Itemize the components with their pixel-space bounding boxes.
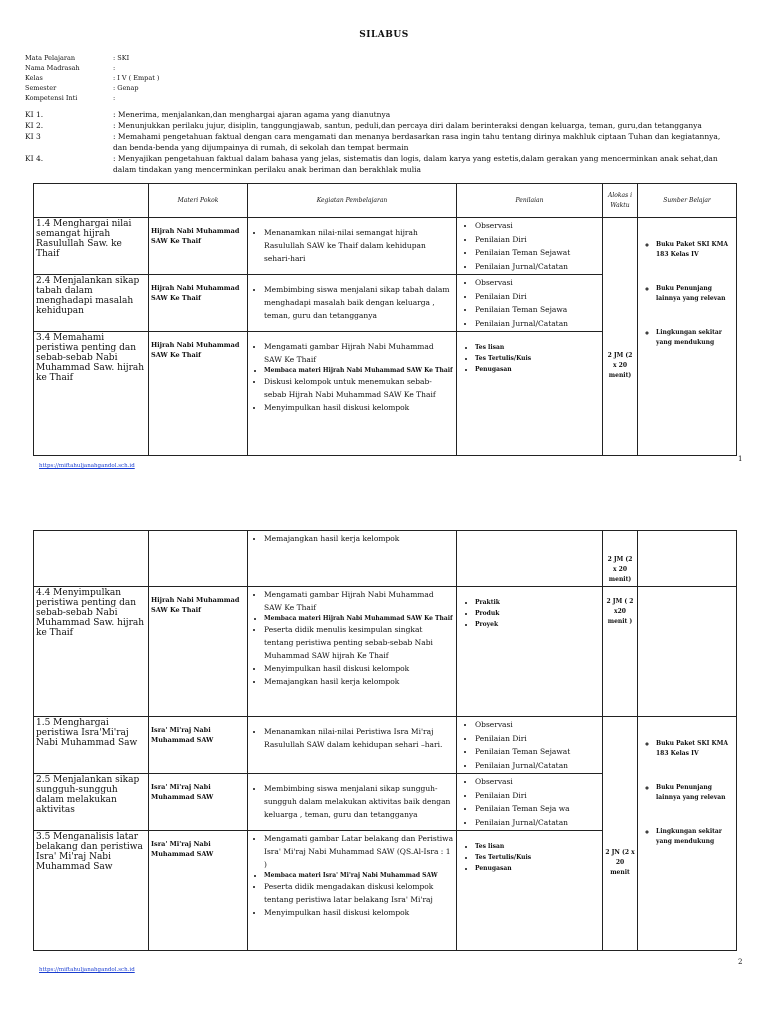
kegiatan-item: • Menyimpulkan hasil diskusi kelompok — [264, 662, 454, 675]
meta-block — [0, 54, 768, 104]
penilaian-cell — [457, 218, 603, 275]
header-sumber: Sumber Belajar — [638, 184, 737, 218]
kegiatan-item: • Membaca materi Isra' Mi'raj Nabi Muhammad SAW — [264, 871, 454, 880]
kegiatan-item: • Membimbing siswa menjalani sikap sungguh-sungguh dalam melakukan aktivitas baik dengan keluarga , teman, guru dan tetangganya — [264, 782, 454, 821]
alokasi-cell: 2 JN (2 x 20 menit — [603, 717, 638, 951]
ki-label: KI 3 — [25, 132, 41, 141]
kegiatan-cell — [248, 774, 457, 831]
sumber-item: ◦ Lingkungan sekitar yang mendukung — [656, 827, 734, 847]
kegiatan-item: • Menanamkan nilai-nilai semangat hijrah Rasulullah SAW ke Thaif dalam kehidupan sehari-hari — [264, 226, 454, 265]
kd-cell: 3.5 Menganalisis latar belakang dan peristiwa Isra' Mi'raj Nabi Muhammad Saw — [34, 831, 149, 951]
penilaian-cell — [457, 831, 603, 951]
meta-value: : Genap — [113, 84, 139, 92]
ki-label: KI 1. — [25, 110, 44, 119]
kegiatan-item: • Peserta didik menulis kesimpulan singkat tentang peristiwa penting sebab-sebab Nabi Muhammad SAW hijrah Ke Thaif — [264, 623, 454, 662]
kegiatan-item: • Menyimpulkan hasil diskusi kelompok — [264, 906, 454, 919]
penilaian-item: • Tes Tertulis/Kuis — [475, 353, 600, 364]
penilaian-item: • Penilaian Diri — [475, 732, 600, 746]
penilaian-item: • Penilaian Jurnal/Catatan — [475, 816, 600, 830]
penilaian-item: • Proyek — [475, 619, 600, 630]
penilaian-item: • Tes lisan — [475, 841, 600, 852]
penilaian-item: • Tes Tertulis/Kuis — [475, 852, 600, 863]
penilaian-cell — [457, 774, 603, 831]
syllabus-table-page-1 — [33, 183, 737, 456]
footer-link[interactable]: https://miftahuljanahgandol.sch.id — [39, 967, 135, 973]
kegiatan-item: • Memajangkan hasil kerja kelompok — [264, 675, 454, 688]
meta-label: Nama Madrasah — [25, 64, 80, 72]
header-penilaian: Penilaian — [457, 184, 603, 218]
syllabus-table-page-2 — [33, 530, 737, 951]
materi-cell — [149, 531, 248, 587]
kegiatan-item: • Menyimpulkan hasil diskusi kelompok — [264, 401, 454, 414]
alokasi-cell: 2 JM (2 x 20 menit) — [603, 531, 638, 587]
penilaian-item: • Observasi — [475, 775, 600, 789]
kegiatan-item: • Menanamkan nilai-nilai Peristiwa Isra Mi'raj Rasulullah SAW dalam kehidupan sehari –hari. — [264, 725, 454, 751]
sumber-cell — [638, 531, 737, 587]
kegiatan-cell — [248, 531, 457, 587]
alokasi-cell: 2 JM (2 x 20 menit) — [603, 218, 638, 456]
ki-text: : Memahami pengetahuan faktual dengan cara mengamati dan menanya berdasarkan rasa ingin tahu tentang dirinya makhluk ciptaan Tuhan dan kegiatannya, dan benda-benda yang dijumpainya di rumah, di sekolah dan tempat bermain — [113, 132, 721, 152]
kegiatan-cell — [248, 717, 457, 774]
header-alokasi: Alokas i Waktu — [603, 184, 638, 218]
header-materi: Materi Pokok — [149, 184, 248, 218]
kd-cell: 4.4 Menyimpulkan peristiwa penting dan sebab-sebab Nabi Muhammad Saw. hijrah ke Thaif — [34, 587, 149, 717]
penilaian-item: • Penugasan — [475, 364, 600, 375]
meta-value: : — [113, 94, 116, 102]
kegiatan-item: • Membimbing siswa menjalani sikap tabah dalam menghadapi masalah baik dengan keluarga , teman, guru dan tetangganya — [264, 283, 454, 322]
penilaian-cell — [457, 531, 603, 587]
materi-cell: Hijrah Nabi Muhammad SAW Ke Thaif — [149, 218, 248, 275]
penilaian-item: • Observasi — [475, 219, 600, 233]
kegiatan-item: • Peserta didik mengadakan diskusi kelompok tentang peristiwa latar belakang Isra' Mi'raj — [264, 880, 454, 906]
kegiatan-cell — [248, 587, 457, 717]
kegiatan-cell — [248, 831, 457, 951]
header-kegiatan: Kegiatan Pembelajaran — [248, 184, 457, 218]
kegiatan-cell — [248, 332, 457, 456]
penilaian-item: • Penilaian Teman Sejawat — [475, 745, 600, 759]
header-kd — [34, 184, 149, 218]
kd-cell — [34, 531, 149, 587]
kd-cell: 2.5 Menjalankan sikap sungguh-sungguh dalam melakukan aktivitas — [34, 774, 149, 831]
kegiatan-cell — [248, 218, 457, 275]
penilaian-cell — [457, 587, 603, 717]
penilaian-item: • Penilaian Teman Sejawat — [475, 246, 600, 260]
sumber-cell — [638, 717, 737, 951]
materi-cell: Isra' Mi'raj Nabi Muhammad SAW — [149, 831, 248, 951]
meta-label: Kelas — [25, 74, 43, 82]
meta-label: Kompetensi Inti — [25, 94, 78, 102]
kegiatan-item: • Membaca materi Hijrah Nabi Muhammad SAW Ke Thaif — [264, 366, 454, 375]
kegiatan-item: • Mengamati gambar Latar belakang dan Peristiwa Isra' Mi'raj Nabi Muhammad SAW (QS.Al-Isra : 1 ) — [264, 832, 454, 871]
penilaian-item: • Penilaian Diri — [475, 789, 600, 803]
materi-cell: Hijrah Nabi Muhammad SAW Ke Thaif — [149, 587, 248, 717]
kegiatan-item: • Mengamati gambar Hijrah Nabi Muhammad SAW Ke Thaif — [264, 340, 454, 366]
sumber-item: ◦ Buku Penunjang lainnya yang relevan — [656, 284, 734, 304]
meta-value: : I V ( Empat ) — [113, 74, 160, 82]
materi-cell: Isra' Mi'raj Nabi Muhammad SAW — [149, 774, 248, 831]
penilaian-item: • Penilaian Jurnal/Catatan — [475, 759, 600, 773]
sumber-cell — [638, 218, 737, 456]
kegiatan-item: • Diskusi kelompok untuk menemukan sebab-sebab Hijrah Nabi Muhammad SAW Ke Thaif — [264, 375, 454, 401]
penilaian-item: • Penilaian Jurnal/Catatan — [475, 260, 600, 274]
penilaian-item: • Praktik — [475, 597, 600, 608]
ki-text: : Menerima, menjalankan,dan menghargai ajaran agama yang dianutnya — [113, 110, 391, 119]
penilaian-item: • Penilaian Diri — [475, 233, 600, 247]
document-title: SILABUS — [359, 30, 409, 40]
sumber-item: ◦ Buku Penunjang lainnya yang relevan — [656, 783, 734, 803]
kegiatan-item: • Mengamati gambar Hijrah Nabi Muhammad SAW Ke Thaif — [264, 588, 454, 614]
ki-label: KI 2. — [25, 121, 44, 130]
ki-3 — [25, 131, 745, 153]
penilaian-cell — [457, 717, 603, 774]
table-row — [34, 587, 737, 717]
penilaian-item: • Penilaian Diri — [475, 290, 600, 304]
penilaian-item: • Produk — [475, 608, 600, 619]
ki-4 — [25, 153, 745, 175]
meta-value: : SKI — [113, 54, 130, 62]
alokasi-cell: 2 JM ( 2 x20 menit ) — [603, 587, 638, 717]
page-number: 1 — [738, 455, 743, 463]
table-row — [34, 717, 737, 774]
penilaian-cell — [457, 332, 603, 456]
penilaian-item: • Tes lisan — [475, 342, 600, 353]
sumber-item: ◦ Buku Paket SKI KMA 183 Kelas IV — [656, 240, 734, 260]
materi-cell: Hijrah Nabi Muhammad SAW Ke Thaif — [149, 275, 248, 332]
sumber-cell — [638, 587, 737, 717]
penilaian-item: • Observasi — [475, 276, 600, 290]
penilaian-cell — [457, 275, 603, 332]
penilaian-item: • Penilaian Teman Seja wa — [475, 802, 600, 816]
table-row — [34, 218, 737, 275]
table-header-row — [34, 184, 737, 218]
penilaian-item: • Observasi — [475, 718, 600, 732]
penilaian-item: • Penilaian Jurnal/Catatan — [475, 317, 600, 331]
kd-cell: 1.5 Menghargai peristiwa Isra'Mi'raj Nabi Muhammad Saw — [34, 717, 149, 774]
ki-text: : Menunjukkan perilaku jujur, disiplin, tanggungjawab, santun, peduli,dan percaya diri dalam berinteraksi dengan keluarga, teman, guru,dan tetangganya — [113, 121, 702, 130]
ki-label: KI 4. — [25, 154, 44, 163]
materi-cell: Hijrah Nabi Muhammad SAW Ke Thaif — [149, 332, 248, 456]
sumber-item: ◦ Lingkungan sekitar yang mendukung — [656, 328, 734, 348]
kd-cell: 2.4 Menjalankan sikap tabah dalam menghadapi masalah kehidupan — [34, 275, 149, 332]
penilaian-item: • Penugasan — [475, 863, 600, 874]
kd-cell: 3.4 Memahami peristiwa penting dan sebab-sebab Nabi Muhammad Saw. hijrah ke Thaif — [34, 332, 149, 456]
kegiatan-item: • Memajangkan hasil kerja kelompok — [264, 532, 454, 545]
footer-link[interactable]: https://miftahuljanahgandol.sch.id — [39, 463, 135, 469]
materi-cell: Isra' Mi'raj Nabi Muhammad SAW — [149, 717, 248, 774]
sumber-item: ◦ Buku Paket SKI KMA 183 Kelas IV — [656, 739, 734, 759]
kegiatan-item: • Membaca materi Hijrah Nabi Muhammad SAW Ke Thaif — [264, 614, 454, 623]
page-number: 2 — [738, 958, 743, 966]
kd-cell: 1.4 Menghargai nilai semangat hijrah Rasulullah Saw. ke Thaif — [34, 218, 149, 275]
meta-value: : — [113, 64, 116, 72]
penilaian-item: • Penilaian Teman Sejawa — [475, 303, 600, 317]
table-row — [34, 531, 737, 587]
kegiatan-cell — [248, 275, 457, 332]
meta-label: Mata Pelajaran — [25, 54, 76, 62]
ki-text: : Menyajikan pengetahuan faktual dalam bahasa yang jelas, sistematis dan logis, dalam karya yang estetis,dalam gerakan yang mencerminkan anak sehat,dan dalam tindakan yang mencerminkan perilaku anak beriman dan berakhlak mulia — [113, 154, 718, 174]
meta-label: Semester — [25, 84, 57, 92]
